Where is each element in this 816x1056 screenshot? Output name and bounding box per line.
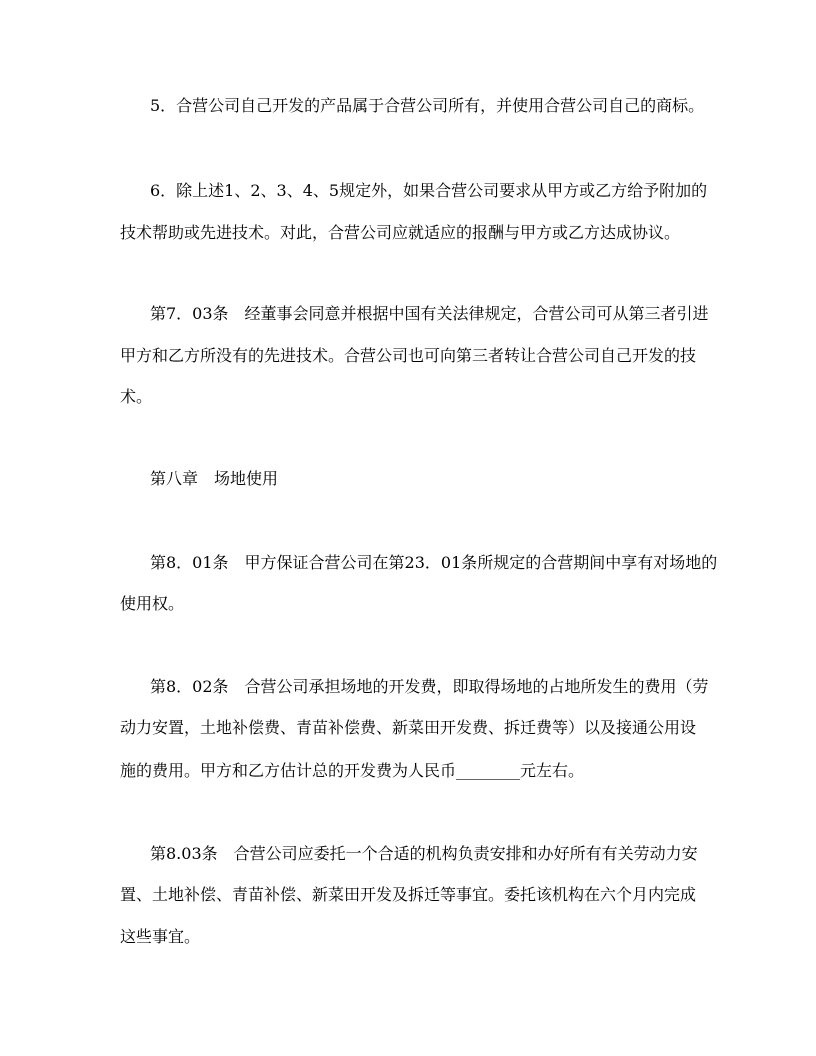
article-8-03-line-1: 第8.03条 合营公司应委托一个合适的机构负责安排和办好所有有关劳动力安: [150, 844, 698, 863]
paragraph-6-line-1: 6．除上述1、2、3、4、5规定外，如果合营公司要求从甲方或乙方给予附加的: [150, 181, 708, 200]
article-8-01-line-2: 使用权。: [120, 594, 185, 613]
article-8-03-line-2: 置、土地补偿、青苗补偿、新菜田开发及拆迁等事宜。委托该机构在六个月内完成: [120, 885, 697, 904]
article-7-03-line-3: 术。: [120, 387, 153, 406]
paragraph-5-line-1: 5．合营公司自己开发的产品属于合营公司所有，并使用合营公司自己的商标。: [150, 96, 705, 115]
article-8-01-line-1: 第8．01条 甲方保证合营公司在第23．01条所规定的合营期间中享有对场地的: [150, 553, 718, 572]
paragraph-6-line-2: 技术帮助或先进技术。对此，合营公司应就适应的报酬与甲方或乙方达成协议。: [120, 223, 681, 242]
article-8-03-line-3: 这些事宜。: [120, 927, 201, 946]
article-7-03-line-1: 第7．03条 经董事会同意并根据中国有关法律规定，合营公司可从第三者引进: [150, 304, 709, 323]
article-8-02-line-1: 第8．02条 合营公司承担场地的开发费，即取得场地的占地所发生的费用（劳: [150, 677, 709, 696]
chapter-8-heading: 第八章 场地使用: [150, 469, 279, 488]
article-7-03-line-2: 甲方和乙方所没有的先进技术。合营公司也可向第三者转让合营公司自己开发的技: [120, 346, 697, 365]
article-8-02-line-2: 动力安置，土地补偿费、青苗补偿费、新菜田开发费、拆迁费等）以及接通公用设: [120, 718, 697, 737]
article-8-02-line-3: 施的费用。甲方和乙方估计总的开发费为人民币________元左右。: [120, 761, 585, 780]
